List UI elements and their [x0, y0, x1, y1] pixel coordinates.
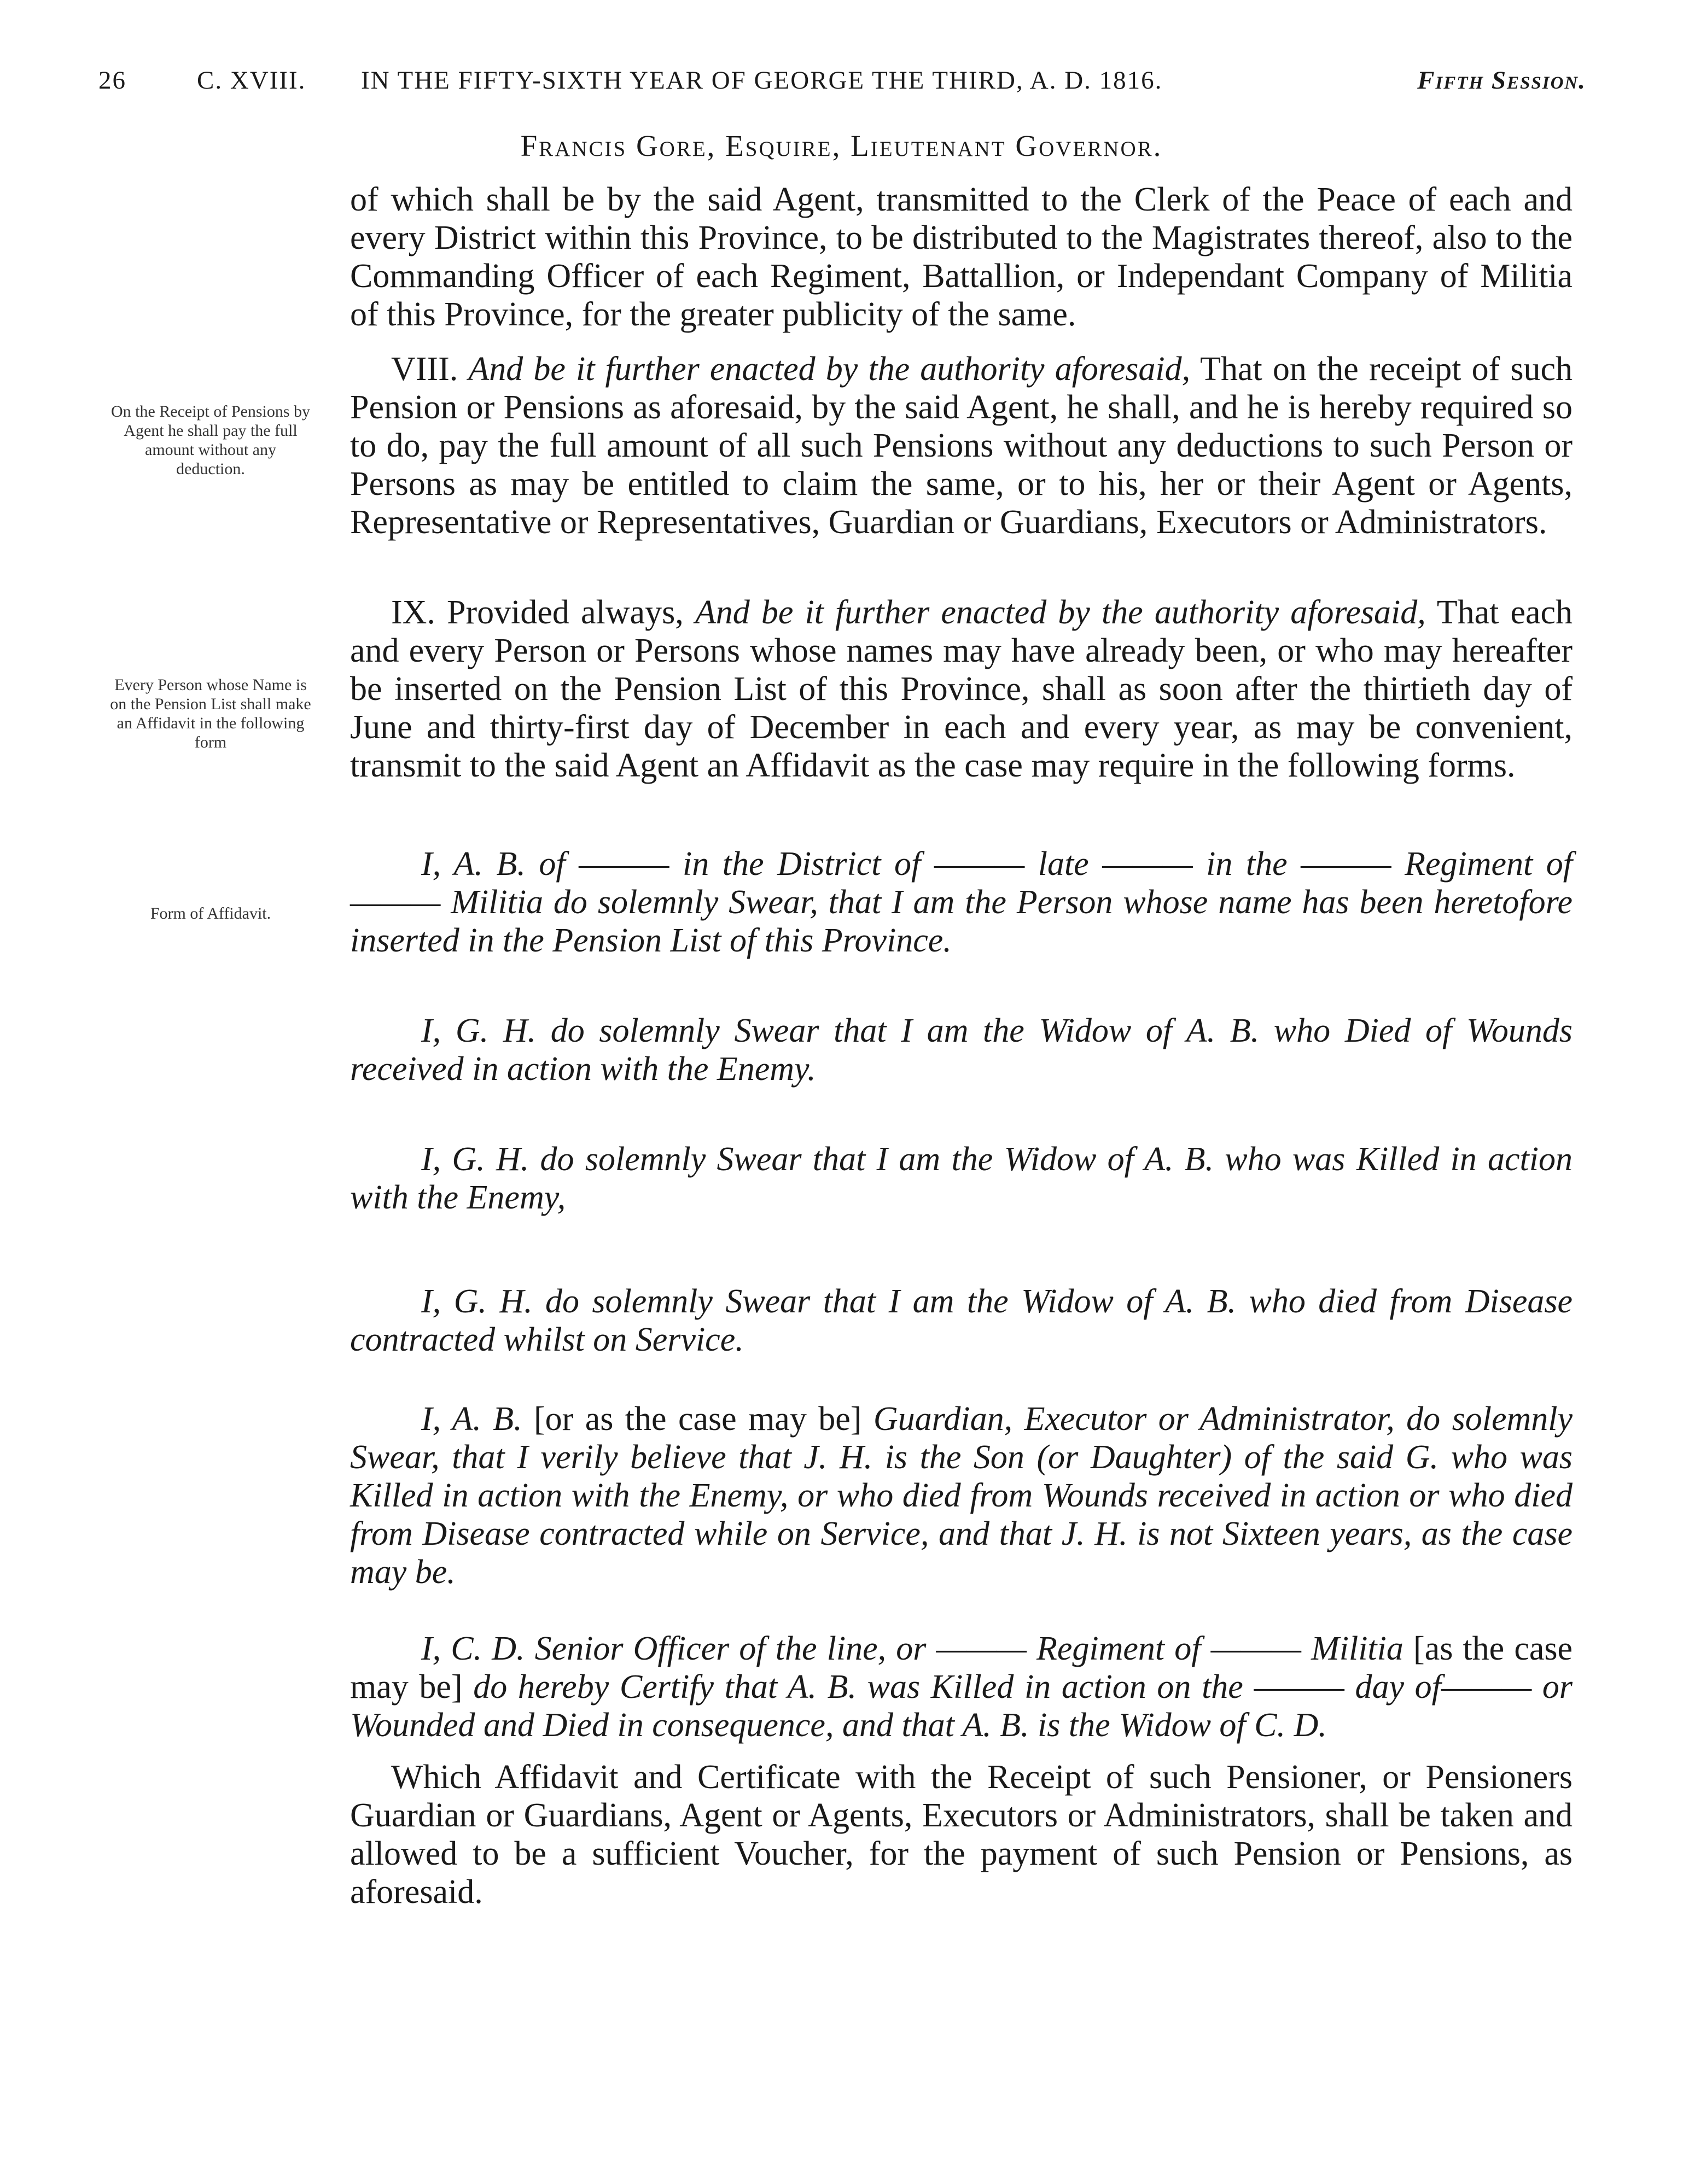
certificate-form	[350, 1630, 1573, 1744]
affidavit-form-2	[350, 1012, 1573, 1088]
enacting-clause: And be it further enacted by the authority aforesaid,	[695, 594, 1426, 631]
section-viii	[350, 350, 1573, 541]
certificate-body: do hereby Certify that A. B. was Killed in action on the ——— day of——— or Wounded and Died in consequence, and that A. B. is the Widow of C. D.	[350, 1668, 1573, 1744]
affidavit-text: I, G. H. do solemnly Swear that I am the Widow of A. B. who was Killed in action with the Enemy,	[350, 1141, 1573, 1216]
affidavit-text	[350, 1400, 1573, 1591]
section-ix-text	[350, 593, 1573, 785]
affidavit-form-5	[350, 1400, 1573, 1591]
section-ix	[350, 593, 1573, 785]
closing-paragraph	[350, 1758, 1573, 1911]
certifier: I, C. D. Senior Officer of the line, or ——— Regiment of ——— Militia	[421, 1630, 1404, 1667]
affidavit-form-4	[350, 1282, 1573, 1359]
paragraph-text: of which shall be by the said Agent, transmitted to the Clerk of the Peace of each and every District within this Province, to be distributed to the Magistrates thereof, also to the Commanding Officer of each Regiment, Battallion, or Independant Company of Militia of this Province, for the greater publicity of the same.	[350, 181, 1573, 333]
chapter-number: C. XVIII.	[197, 66, 306, 95]
section-viii-text	[350, 350, 1573, 541]
running-header	[98, 66, 1586, 109]
section-opening: IX. Provided always,	[391, 594, 684, 631]
margin-note-form: Form of Affidavit.	[150, 904, 271, 922]
certificate-text	[350, 1630, 1573, 1744]
affiant: I, A. B.	[421, 1400, 522, 1438]
enacting-clause: And be it further enacted by the authority aforesaid,	[468, 351, 1191, 388]
running-title: IN THE FIFTY-SIXTH YEAR OF GEORGE THE THIRD, A. D. 1816.	[361, 66, 1163, 95]
section-body: That each and every Person or Persons whose names may have already been, or who may hereafter be inserted on the Pension List of this Province, shall as soon after the thirtieth day of June and thirty-first day of December in each and every year, as may be convenient, transmit to the said Agent an Affidavit as the case may require in the following forms.	[350, 594, 1573, 784]
bracket-note: [as the case may be]	[350, 1630, 1573, 1706]
bracket-note: [or as the case may be]	[534, 1400, 862, 1438]
affidavit-text: I, G. H. do solemnly Swear that I am the Widow of A. B. who died from Disease contracted whilst on Service.	[350, 1283, 1573, 1358]
margin-note-affidavit: Every Person whose Name is on the Pension List shall make an Affidavit in the following form	[110, 676, 311, 751]
affidavit-form-3	[350, 1140, 1573, 1217]
section-body: That on the receipt of such Pension or Pensions as aforesaid, by the said Agent, he shall, and he is hereby required so to do, pay the full amount of all such Pensions without any deductions to such Person or Persons as may be entitled to claim the same, or to his, her or their Agent or Agents, Representative or Representatives, Guardian or Guardians, Executors or Administrators.	[350, 351, 1573, 541]
closing-text: Which Affidavit and Certificate with the Receipt of such Pensioner, or Pensioners Guardian or Guardians, Agent or Agents, Executors or Administrators, shall be taken and allowed to be a sufficient Voucher, for the payment of such Pension or Pensions, as aforesaid.	[350, 1759, 1573, 1911]
paragraph-continuation	[350, 180, 1573, 334]
governor-line: Francis Gore, Esquire, Lieutenant Governor.	[520, 129, 1163, 162]
affidavit-text: I, A. B. of ——— in the District of ——— late ——— in the ——— Regiment of ——— Militia do solemnly Swear, that I am the Person whose name has been heretofore inserted in the Pension List of this Province.	[350, 845, 1573, 959]
margin-note-receipt: On the Receipt of Pensions by Agent he shall pay the full amount without any deduction.	[110, 402, 311, 478]
affidavit-text: I, G. H. do solemnly Swear that I am the Widow of A. B. who Died of Wounds received in action with the Enemy.	[350, 1012, 1573, 1088]
session-label: Fifth Session.	[1417, 66, 1586, 95]
page-number: 26	[98, 66, 126, 95]
section-number: VIII.	[391, 351, 458, 388]
affidavit-form-1	[350, 845, 1573, 960]
affidavit-body: Guardian, Executor or Administrator, do solemnly Swear, that I verily believe that J. H. is the Son (or Daughter) of the said G. who was Killed in action with the Enemy, or who died from Wounds received in action or who died from Disease contracted while on Service, and that J. H. is not Sixteen years, as the case may be.	[350, 1400, 1573, 1591]
